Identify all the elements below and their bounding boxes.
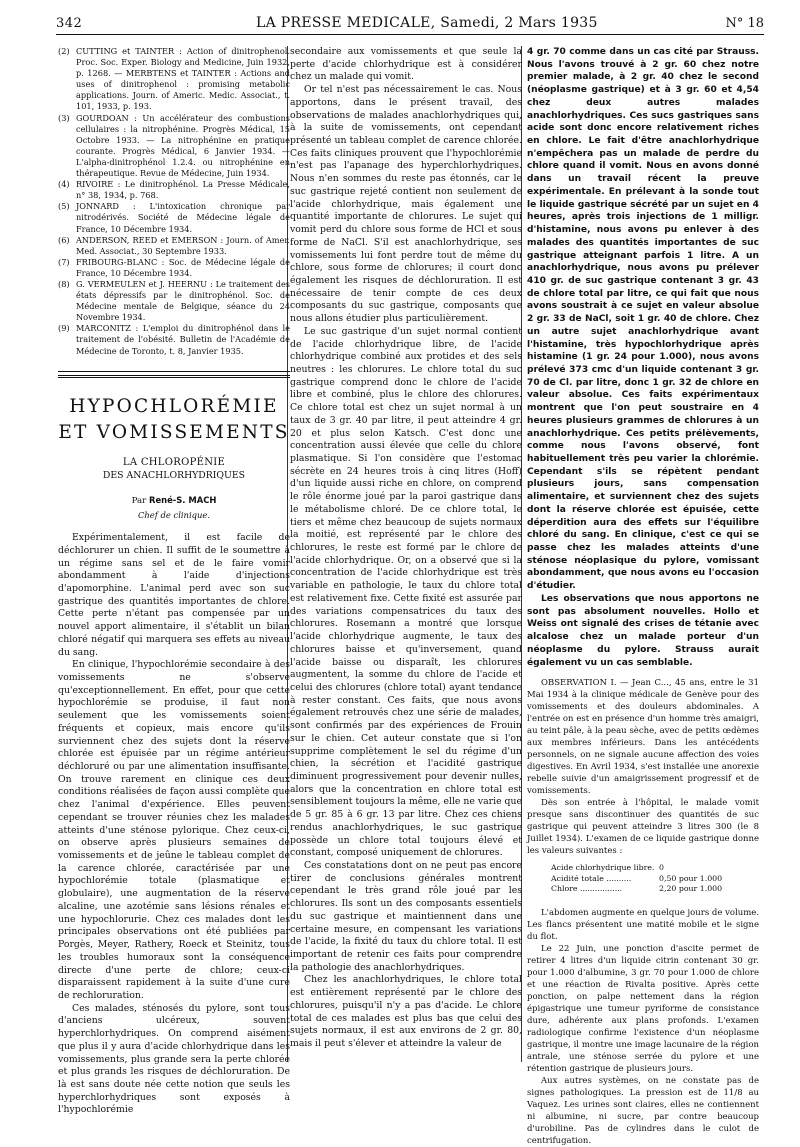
observation-paragraph: OBSERVATION I. — Jean C..., 45 ans, entre le 31 Mai 1934 à la clinique médicale de Genève pour des vomissements et des douleurs abdominales. A l'entrée on est en présence d'un homme très amaigri, au teint pâle, à la peau sèche, avec de petits œdèmes aux membres inférieurs. Dans les antécédents personnels, on ne signale aucune affection des voies digestives. En Avril 1934, s'est installée une anorexie rebelle suivie d'un amaigrissement progressif et de vomissements. [527, 678, 759, 797]
observation-paragraph: Aux autres systèmes, on ne constate pas de signes pathologiques. La pression est de 11/8 au Vaquez. Les urines sont claires, elles ne contiennent ni albumine, ni sucre, par contre beaucoup d'urobiline. Pas de cylindres dans le culot de centrifugation. [527, 1076, 759, 1146]
page-header [56, 12, 764, 32]
paragraph: secondaire aux vomissements et que seule la perte d'acide chlorhydrique est à considérer chez un malade qui vomit. [290, 46, 522, 83]
paragraph: Les observations que nous apportons ne sont pas absolument nouvelles. Hollo et Weiss ont signalé des crises de tétanie avec alcalose chez un malade porteur d'un néoplasme du pylore. Strauss aurait également vu un cas semblable. [527, 593, 759, 668]
paragraph: Chez les anachlorhydriques, le chlore total est entièrement représenté par le chlore des chlorures, puisqu'il n'y a pas d'acide. Le chlore total de ces malades est plus bas que celui des sujets normaux, il est aux environs de 2 gr. 80, mais il peut s'élever et atteindre la valeur de [290, 974, 522, 1050]
section-divider [58, 371, 290, 372]
reference-item: (8) G. VERMEULEN et J. HEERNU : Le traitement des états dépressifs par le dinitrophénol. Soc. de Médecine mentale de Belgique, séance du 24 Novembre 1934. [58, 278, 290, 323]
reference-item: (2) CUTTING et TAINTER : Action of dinitrophenol. Proc. Soc. Exper. Biology and Medicine, Juin 1932, p. 1268. — MERBTENS et TAINTER : Actions and uses of dinitrophenol : promising metabolic applications. Journ. of Americ. Medic. Associat., t. 101, 1933, p. 193. [58, 46, 290, 112]
reference-item: (4) RIVOIRE : Le dinitrophénol. La Presse Médicale, n° 38, 1934, p. 768. [58, 179, 290, 201]
column-3 [527, 46, 759, 1147]
observation-paragraph: Le 22 Juin, une ponction d'ascite permet de retirer 4 litres d'un liquide citrin contenant 30 gr. pour 1.000 d'albumine, 3 gr. 70 pour 1.000 de chlore et une réaction de Rivalta positive. Après cette ponction, on palpe nettement dans la région épigastrique une tumeur pyriforme de consistance dure, adhérente aux plans profonds. L'examen radiologique confirme l'existence d'un néoplasme gastrique, il montre une image lacunaire de la région antrale, une sténose serrée du pylore et une rétention gastrique de plusieurs jours. [527, 944, 759, 1074]
reference-item: (7) FRIBOURG-BLANC : Soc. de Médecine légale de France, 10 Décembre 1934. [58, 256, 290, 278]
lab-row: Acide chlorhydrique libre. 0 [551, 863, 664, 873]
author-name: René-S. MACH [149, 494, 217, 505]
observation-paragraph: L'abdomen augmente en quelque jours de volume. Les flancs présentent une matité mobile et le signe du flot. [527, 908, 759, 942]
issue-number: N° 18 [725, 16, 764, 31]
paragraph: Expérimentalement, il est facile de déchlorurer un chien. Il suffit de le soumettre à un régime sans sel et de le faire vomir abondamment à l'aide d'injections d'apomorphine. L'animal perd avec son suc gastrique des quantités importantes de chlore. Cette perte n'étant pas compensée par un nouvel apport alimentaire, il s'établit un bilan chloré négatif qui marquera ses effets au niveau du sang. [58, 532, 290, 658]
column-2 [290, 46, 522, 1051]
header-rule [56, 34, 764, 35]
running-title: LA PRESSE MEDICALE, Samedi, 2 Mars 1935 [256, 15, 598, 31]
byline: Par René-S. MACH [131, 494, 217, 506]
paragraph: Ces constatations dont on ne peut pas encore tirer de conclusions générales montrent cependant le très grand rôle joué par les chlorures. Ils sont un des composants essentiels du suc gastrique et maintiennent dans une certaine mesure, en compensant les variations de l'acide, la fixité du taux du chlore total. Il est important de retenir ces faits pour comprendre la pathologie des anachlorhydriques. [290, 860, 522, 973]
paragraph: Ces malades, sténosés du pylore, sont tous d'anciens ulcéreux, souvent hyperchlorhydriques. On comprend aisément que plus il y aura d'acide chlorhydrique dans les vomissements, plus grande sera la perte chlorée et plus grands les risques de déchloruration. De là est sans doute née cette notion que seuls les hyperchlorhydriques sont exposés à l'hypochlorémie [58, 1002, 290, 1116]
section-divider-double [58, 375, 290, 378]
paragraph: En clinique, l'hypochlorémie secondaire à des vomissements ne s'observe qu'exceptionnellement. En effet, pour que cette hypochlorémie se produise, il faut non seulement que les vomissements soient fréquents et copieux, mais encore qu'ils surviennent chez des sujets dont la réserve chlorée est épuisée par un régime antérieur déchloruré ou par une alimentation insuffisante. On trouve rarement en clinique ces deux conditions réalisées de façon aussi complète que chez l'animal d'expérience. Elles peuvent cependant se trouver réunies chez les malades atteints d'une sténose pylorique. Chez ceux-ci, on observe après plusieurs semaines de vomissements et de jeûne le tableau complet de la carence chlorée, caractérisée par une hypochlorémie totale (plasmatique et globulaire), une augmentation de la réserve alcaline, une azotémie sans lésions rénales et une hypochlorurie. Chez ces malades dont les principales observations ont été publiées par Porgès, Meyer, Rathery, Roeck et Steinitz, tous les troubles humoraux sont la conséquence directe d'une perte de chlore; ceux-ci disparaissent rapidement à la suite d'une cure de rechloruration. [58, 659, 290, 1001]
paragraph: Le suc gastrique d'un sujet normal contient de l'acide chlorhydrique libre, de l'acide chlorhydrique combiné aux protides et des sels neutres : les chlorures. Le chlore total du suc gastrique comprend donc le chlore de l'acide libre et combiné, plus le chlore des chlorures. Ce chlore total est chez un sujet normal à un taux de 3 gr. 40 par litre, il peut atteindre 4 gr. 20 et plus selon Katsch. C'est donc une concentration aussi élevée que celle du chlore plasmatique. Si l'on considère que l'estomac sécrète en 24 heures trois à cinq litres (Hoff) d'un liquide aussi riche en chlore, on comprend le rôle énorme joué par la paroi gastrique dans le métabolisme chloré. De ce chlore total, le tiers et même chez beaucoup de sujets normaux la moitié, est représenté par le chlore des chlorures, le reste est formé par le chlore de l'acide chlorhydrique. Or, on a observé que si la concentration de l'acide chlorhydrique est très variable en pathologie, le taux du chlore total est relativement fixe. Cette fixité est assurée par des variations compensatrices du taux des chlorures. Rosemann a montré que lorsque l'acide chlorhydrique augmente, le taux des chlorures baisse et qu'inversement, quand l'acide baisse ou disparaît, les chlorures augmentent, la somme du chlore de l'acide et celui des chlorures (chlore total) ayant tendance à rester constant. Ces faits, que nous avons également retrouvés chez une série de malades, sont confirmés par des expériences de Frouin sur le chien. Cet auteur constate que si l'on supprime complètement le sel du régime d'un chien, la sécrétion et l'acidité gastrique diminuent progressivement pour devenir nulles, alors que la concentration en chlore total est sensiblement toujours la même, elle ne varie que de 5 gr. 85 à 6 gr. 13 par litre. Chez ces chiens rendus anachlorhydriques, le suc gastrique possède un chlore total toujours élevé et constant, composé uniquement de chlorures. [290, 325, 522, 859]
article-subtitle: LA CHLOROPÉNIE [122, 456, 226, 468]
paragraph: 4 gr. 70 comme dans un cas cité par Strauss. Nous l'avons trouvé à 2 gr. 60 chez notre premier malade, à 2 gr. 40 chez le second (néoplasme gastrique) et à 3 gr. 60 et 4,54 chez deux autres malades anachlorhydriques. Ces sucs gastriques sans acide sont donc encore relativement riches en chlore. Le fait d'être anachlorhydrique n'empêchera pas un malade de perdre du chlore quand il vomit. Nous en avons donné dans un travail récent la preuve expérimentale. En prélevant à la sonde tout le liquide gastrique sécrété par un sujet en 4 heures, après trois injections de 1 milligr. d'histamine, nous avons pu enlever à des malades des quantités importantes de suc gastrique atteignant parfois 1 litre. A un anachlorhydrique, nous avons pu prélever 410 gr. de suc gastrique contenant 3 gr. 43 de chlore total par litre, ce qui fait que nous avons soustrait à ce sujet en valeur absolue 2 gr. 33 de NaCl, soit 1 gr. 40 de chlore. Chez un autre sujet anachlorhydrique avant l'histamine, très hypochlorhydrique après histamine (1 gr. 24 pour 1.000), nous avons prélevé 373 cmc d'un liquide contenant 3 gr. 70 de Cl. par litre, donc 1 gr. 32 de chlore en valeur absolue. Ces faits expérimentaux montrent que l'on peut soustraire en 4 heures plusieurs grammes de chlorures à un anachlorhydrique. Ces petits prélèvements, comme nous l'avons observé, font habituellement très peu varier la chlorémie. Cependant s'ils se répètent pendant plusieurs jours, sans compensation alimentaire, et surviennent chez des sujets dont la réserve chlorée est épuisée, cette déperdition aura des effets sur l'équilibre chloré du sang. En clinique, c'est ce qui se passe chez les malades atteints d'une sténose néoplasique du pylore, vomissant abondamment, que nous avons eu l'occasion d'étudier. [527, 47, 759, 592]
lab-values-table [551, 863, 759, 895]
reference-item: (5) JONNARD : L'intoxication chronique par nitrodérivés. Société de Médecine légale de France, 10 Décembre 1934. [58, 201, 290, 234]
article-subtitle-2: DES ANACHLORHYDRIQUES [102, 469, 246, 481]
lab-row: Acidité totale .......... 0,50 pour 1.000 [551, 873, 723, 883]
article-title: HYPOCHLORÉMIE ET VOMISSEMENTS [58, 395, 290, 443]
reference-item: (3) GOURDOAN : Un accélérateur des combustions cellulaires : la nitrophénine. Progrès Médical, 15 Octobre 1933. — La nitrophénine en pratique courante. Progrès Médical, 6 Janvier 1934. — L'alpha-dinitrophénol 1.2.4. ou nitrophénine en thérapeutique. Revue de Médecine, Juin 1934. [58, 112, 290, 179]
reference-list [58, 46, 290, 357]
page-number: 342 [56, 16, 83, 31]
column-1 [58, 46, 290, 1117]
lab-row: Chlore ................. 2,20 pour 1.000 [551, 884, 723, 894]
author-role: Chef de clinique. [138, 510, 210, 521]
reference-item: (9) MARCONITZ : L'emploi du dinitrophénol dans le traitement de l'obésité. Bulletin de l'Académie de Médecine de Toronto, t. 8, Janvier 1935. [58, 323, 290, 356]
observation-paragraph: Dès son entrée à l'hôpital, le malade vomit presque sans discontinuer des quantités de suc gastrique qui peuvent atteindre 3 litres 300 (le 8 Juillet 1934). L'examen de ce liquide gastrique donne les valeurs suivantes : [527, 798, 759, 857]
paragraph: Or tel n'est pas nécessairement le cas. Nous apportons, dans le présent travail, des observations de malades anachlorhydriques qui, à la suite de vomissements, ont cependant présenté un tableau complet de carence chlorée. Ces faits cliniques prouvent que l'hypochlorémie n'est pas l'apanage des hyperchlorhydriques. Nous n'en sommes du reste pas étonnés, car le suc gastrique rejeté contient non seulement de l'acide chlorhydrique, mais également une quantité importante de chlorures. Le sujet qui vomit perd du chlore sous forme de HCl et sous forme de NaCl. S'il est anachlorhydrique, ses vomissements lui font perdre tout de même du chlore, sous forme de chlorures; il court donc également les risques de déchloruration. Il est nécessaire de tenir compte de ces deux composants du suc gastrique, composants que nous allons étudier plus particulièrement. [290, 84, 522, 325]
reference-item: (6) ANDERSON, REED et EMERSON : Journ. of Amer. Med. Associat., 30 Septembre 1933. [58, 234, 290, 256]
